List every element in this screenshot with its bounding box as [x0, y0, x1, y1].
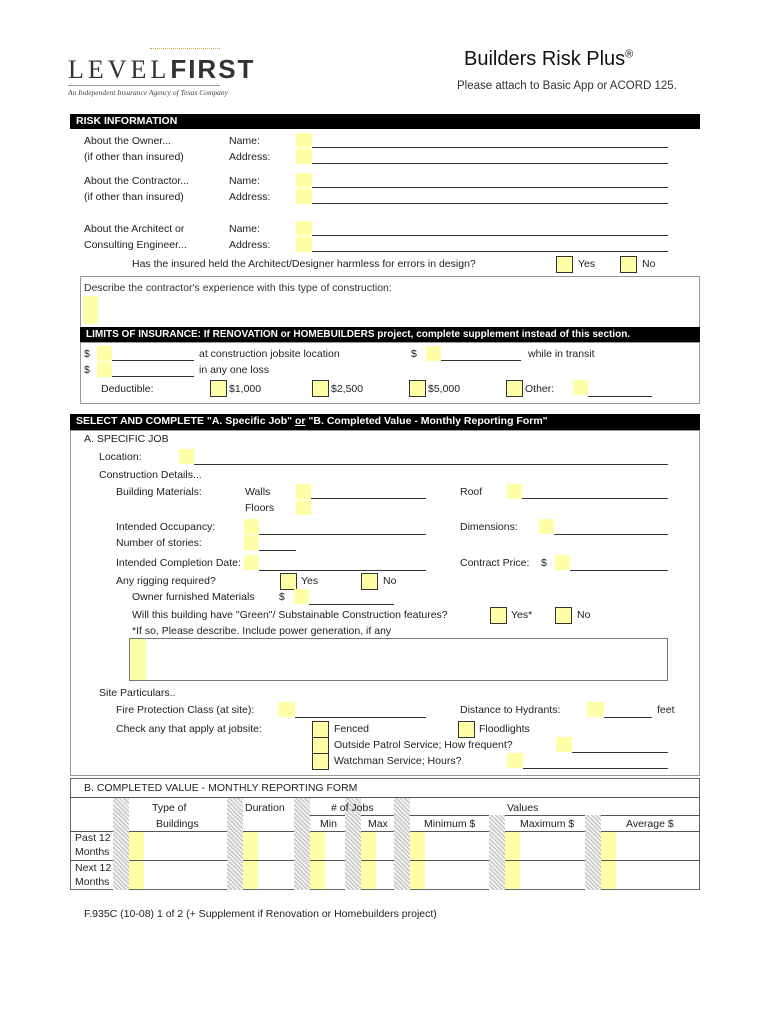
floodlights-checkbox[interactable] [458, 721, 475, 738]
hydrants-field[interactable] [587, 702, 604, 717]
logo-wordmark [68, 54, 255, 85]
occupancy-line [259, 534, 426, 535]
limits-heading-bold: LIMITS OF INSURANCE: [86, 329, 201, 340]
owner-materials-line [309, 604, 394, 605]
floors-field[interactable] [296, 500, 311, 515]
walls-label: Walls [245, 486, 271, 498]
walls-line [311, 498, 426, 499]
architect-label: About the Architect or [84, 223, 185, 235]
owner-name-label: Name: [229, 135, 260, 147]
architect-name-field[interactable] [296, 221, 312, 236]
owner-name-line [312, 147, 668, 148]
roof-field[interactable] [507, 484, 522, 499]
walls-field[interactable] [296, 484, 311, 499]
contractor-address-label: Address: [229, 191, 271, 203]
floors-label: Floors [245, 502, 275, 514]
rigging-label: Any rigging required? [116, 575, 216, 587]
experience-question: Describe the contractor's experience with this type of construction: [84, 282, 392, 294]
limits-heading [80, 327, 700, 342]
hydrants-line [604, 717, 652, 718]
next-minimum-field[interactable] [410, 861, 425, 889]
limit2-field[interactable] [97, 362, 112, 377]
fire-class-label: Fire Protection Class (at site): [116, 704, 255, 716]
ded-5000-label: $5,000 [428, 383, 461, 395]
col-maximum: Maximum $ [520, 818, 575, 830]
harmless-no-checkbox[interactable] [620, 256, 637, 273]
green-no-label: No [577, 609, 591, 621]
completion-line [259, 570, 426, 571]
transit-label: while in transit [528, 348, 595, 360]
contract-price-line [570, 570, 668, 571]
dimensions-line [554, 534, 668, 535]
floodlights-label: Floodlights [479, 723, 530, 735]
transit-field[interactable] [426, 346, 441, 361]
limit1-line [112, 360, 194, 361]
owner-materials-dollar: $ [279, 591, 285, 603]
completed-value-heading: B. COMPLETED VALUE - MONTHLY REPORTING FORM [84, 782, 358, 794]
watchman-field[interactable] [507, 753, 523, 768]
location-label: Location: [99, 451, 142, 463]
contract-price-dollar: $ [541, 557, 547, 569]
hatch-col-2 [227, 798, 243, 890]
row-next-12-l1: Next 12 [75, 862, 112, 874]
contractor-label: About the Contractor... [84, 175, 190, 187]
fenced-checkbox[interactable] [312, 721, 329, 738]
owner-materials-label: Owner furnished Materials [132, 591, 255, 603]
select-heading-post: "B. Completed Value - Monthly Reporting Form" [305, 415, 548, 427]
next-maximum-field[interactable] [505, 861, 520, 889]
fire-class-field[interactable] [278, 702, 295, 717]
col-average: Average $ [626, 818, 674, 830]
architect-name-label: Name: [229, 223, 260, 235]
specific-job-heading: A. SPECIFIC JOB [84, 433, 169, 445]
rigging-no-label: No [383, 575, 397, 587]
transit-dollar: $ [411, 348, 417, 360]
hatch-col-3 [294, 798, 310, 890]
feet-label: feet [657, 704, 675, 716]
limits-box [80, 342, 700, 404]
limits-heading-note: If RENOVATION or HOMEBUILDERS project, complete supplement instead of this section. [203, 329, 631, 340]
completion-field[interactable] [244, 555, 259, 570]
ded-other-checkbox[interactable] [506, 380, 523, 397]
check-apply-label: Check any that apply at jobsite: [116, 723, 262, 735]
patrol-field[interactable] [556, 737, 572, 752]
deductible-label: Deductible: [101, 383, 154, 395]
past-type-field[interactable] [129, 832, 144, 860]
hatch-col-1 [113, 798, 129, 890]
risk-info-heading: RISK INFORMATION [70, 114, 700, 129]
col-minimum: Minimum $ [424, 818, 476, 830]
dimensions-field[interactable] [539, 519, 554, 534]
registered-mark: ® [625, 48, 634, 61]
form-title [464, 48, 633, 71]
harmless-yes-checkbox[interactable] [556, 256, 573, 273]
ded-5000-checkbox[interactable] [409, 380, 426, 397]
col-values: Values [507, 802, 539, 814]
contractor-address-field[interactable] [296, 189, 312, 204]
row-next-12-l2: Months [75, 876, 110, 888]
location-line [194, 464, 668, 465]
col-duration: Duration [245, 802, 285, 814]
col-max: Max [368, 818, 388, 830]
rigging-yes-checkbox[interactable] [280, 573, 297, 590]
green-describe-label: *If so, Please describe. Include power generation, if any [132, 625, 392, 637]
stories-line [259, 550, 296, 551]
ded-2500-label: $2,500 [331, 383, 364, 395]
contract-price-field[interactable] [555, 555, 570, 570]
logo [68, 48, 256, 100]
next-average-field[interactable] [601, 861, 616, 889]
completion-label: Intended Completion Date: [116, 557, 241, 569]
roof-line [522, 498, 668, 499]
past-min-field[interactable] [310, 832, 325, 860]
site-particulars-label: Site Particulars.. [99, 687, 176, 699]
ded-2500-checkbox[interactable] [312, 380, 329, 397]
owner-label: About the Owner... [84, 135, 171, 147]
rigging-yes-label: Yes [301, 575, 319, 587]
hatch-col-5 [394, 798, 410, 890]
green-describe-field[interactable] [130, 639, 146, 680]
architect-address-line [312, 251, 668, 252]
architect-address-label: Address: [229, 239, 271, 251]
limit2-line [112, 376, 194, 377]
contractor-name-line [312, 187, 668, 188]
construction-details-label: Construction Details... [99, 469, 202, 481]
logo-level: LEVEL [68, 55, 171, 84]
architect-sublabel: Consulting Engineer... [84, 239, 187, 251]
ded-1000-label: $1,000 [229, 383, 262, 395]
occupancy-label: Intended Occupancy: [116, 521, 216, 533]
past-average-field[interactable] [601, 832, 616, 860]
row-past-12-l1: Past 12 [75, 832, 111, 844]
green-question: Will this building have "Green"/ Substainable Construction features? [132, 609, 448, 621]
owner-address-line [312, 163, 668, 164]
green-describe-box [129, 638, 668, 681]
ded-other-line [588, 396, 652, 397]
harmless-no-label: No [642, 258, 656, 270]
roof-label: Roof [460, 486, 483, 498]
occupancy-field[interactable] [244, 519, 259, 534]
past-duration-field[interactable] [243, 832, 258, 860]
green-yes-checkbox[interactable] [490, 607, 507, 624]
hydrants-label: Distance to Hydrants: [460, 704, 561, 716]
select-heading-pre: SELECT AND COMPLETE "A. Specific Job" [76, 415, 296, 427]
form-subtitle: Please attach to Basic App or ACORD 125. [457, 80, 677, 92]
col-min: Min [320, 818, 337, 830]
experience-field[interactable] [83, 296, 98, 324]
watchman-checkbox[interactable] [312, 753, 329, 770]
watchman-line [523, 768, 668, 769]
location-field[interactable] [179, 449, 194, 464]
past-maximum-field[interactable] [505, 832, 520, 860]
owner-sublabel: (if other than insured) [84, 151, 184, 163]
jobsite-label: at construction jobsite location [199, 348, 340, 360]
materials-label: Building Materials: [116, 486, 202, 498]
patrol-checkbox[interactable] [312, 737, 329, 754]
logo-accent-line [150, 48, 220, 49]
green-yes-label: Yes* [511, 609, 533, 621]
stories-field[interactable] [244, 535, 259, 550]
limit2-dollar: $ [84, 364, 90, 376]
stories-label: Number of stories: [116, 537, 202, 549]
form-footer: F.935C (10-08) 1 of 2 (+ Supplement if Renovation or Homebuilders project) [84, 908, 437, 920]
patrol-label: Outside Patrol Service; How frequent? [334, 739, 513, 751]
one-loss-label: in any one loss [199, 364, 270, 376]
green-no-checkbox[interactable] [555, 607, 572, 624]
values-subheader-line [410, 815, 700, 816]
next-type-field[interactable] [129, 861, 144, 889]
watchman-label: Watchman Service; Hours? [334, 755, 462, 767]
architect-address-field[interactable] [296, 237, 312, 252]
col-buildings: Buildings [156, 818, 199, 830]
dimensions-label: Dimensions: [460, 521, 518, 533]
ded-other-field[interactable] [573, 380, 588, 395]
fenced-label: Fenced [334, 723, 370, 735]
owner-address-label: Address: [229, 151, 271, 163]
ded-1000-checkbox[interactable] [210, 380, 227, 397]
past-minimum-field[interactable] [410, 832, 425, 860]
owner-name-field[interactable] [296, 133, 312, 148]
title-text: Builders Risk Plus [464, 48, 626, 70]
select-heading [70, 414, 700, 430]
transit-line [441, 360, 521, 361]
owner-materials-field[interactable] [294, 589, 309, 604]
next-duration-field[interactable] [243, 861, 258, 889]
contractor-name-field[interactable] [296, 173, 312, 188]
select-heading-or: or [295, 415, 306, 427]
col-num-jobs: # of Jobs [331, 802, 374, 814]
logo-first: FIRST [170, 54, 256, 84]
architect-name-line [312, 235, 668, 236]
logo-underline [68, 85, 220, 86]
contractor-sublabel: (if other than insured) [84, 191, 184, 203]
harmless-question: Has the insured held the Architect/Designer harmless for errors in design? [132, 258, 476, 270]
harmless-yes-label: Yes [578, 258, 596, 270]
patrol-line [572, 752, 668, 753]
contract-price-label: Contract Price: [460, 557, 530, 569]
limit1-dollar: $ [84, 348, 90, 360]
next-max-field[interactable] [361, 861, 376, 889]
contractor-address-line [312, 203, 668, 204]
fire-class-line [295, 717, 426, 718]
logo-tagline: An Independent Insurance Agency of Texas Company [68, 88, 228, 97]
col-type-of: Type of [152, 802, 187, 814]
ded-other-label: Other: [525, 383, 555, 395]
owner-address-field[interactable] [296, 149, 312, 164]
next-min-field[interactable] [310, 861, 325, 889]
row-past-12-l2: Months [75, 846, 110, 858]
contractor-name-label: Name: [229, 175, 260, 187]
limit1-field[interactable] [97, 346, 112, 361]
hatch-col-7 [585, 815, 601, 890]
rigging-no-checkbox[interactable] [361, 573, 378, 590]
table-heading-divider [70, 797, 700, 798]
hatch-col-6 [489, 815, 505, 890]
past-max-field[interactable] [361, 832, 376, 860]
